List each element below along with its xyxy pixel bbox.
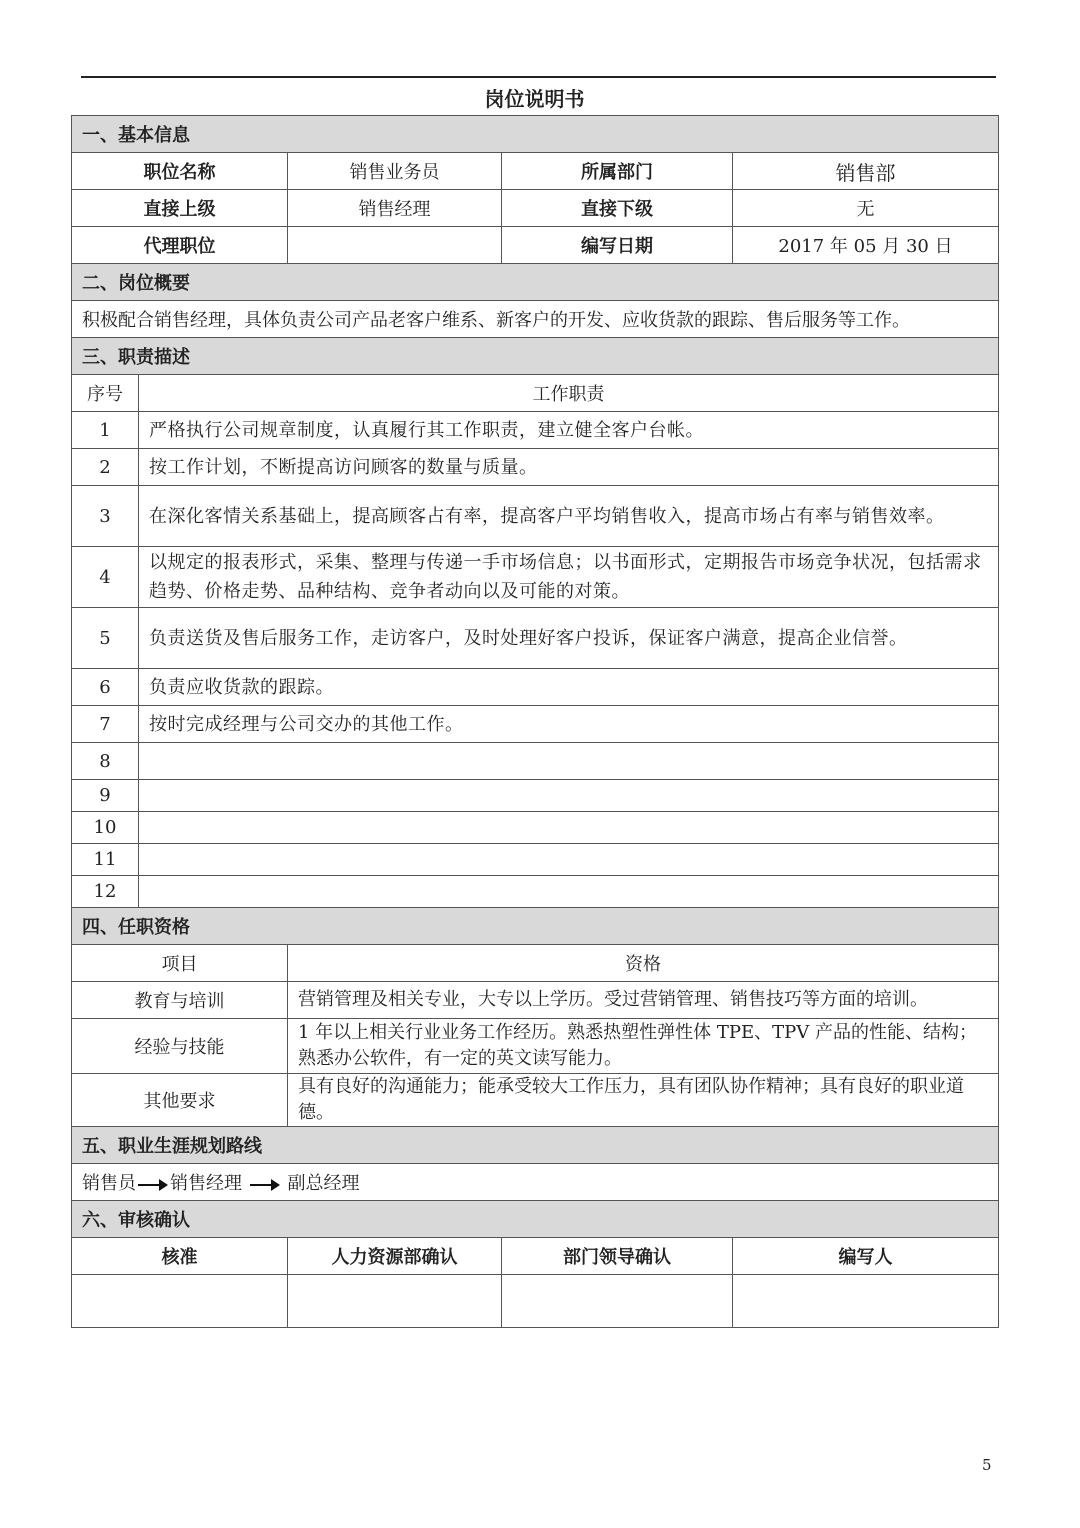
section-duties: 三、职责描述 — [72, 338, 999, 375]
duty-no: 5 — [72, 608, 139, 669]
duty-no: 10 — [72, 812, 139, 844]
value-acting-position — [288, 227, 502, 264]
career-path — [72, 1164, 999, 1201]
approval-header-writer: 编写人 — [733, 1238, 999, 1275]
duty-no: 1 — [72, 412, 139, 449]
qual-item: 其他要求 — [72, 1074, 288, 1127]
signature-cell-writer[interactable] — [733, 1275, 999, 1328]
qual-header-item: 项目 — [72, 945, 288, 982]
duty-text — [139, 876, 999, 908]
duty-text: 负责送货及售后服务工作，走访客户，及时处理好客户投诉，保证客户满意，提高企业信誉。 — [139, 608, 999, 669]
signature-cell-dept-leader[interactable] — [502, 1275, 733, 1328]
duty-row — [72, 449, 999, 486]
basic-row — [72, 153, 999, 190]
value-position-name: 销售业务员 — [288, 153, 502, 190]
value-department: 销售部 — [733, 153, 999, 190]
label-direct-subordinate: 直接下级 — [502, 190, 733, 227]
qual-header-qual: 资格 — [288, 945, 999, 982]
arrow-right-icon — [138, 1179, 168, 1189]
duty-row — [72, 812, 999, 844]
duty-row — [72, 706, 999, 743]
signature-cell-approve[interactable] — [72, 1275, 288, 1328]
duty-text — [139, 780, 999, 812]
duty-text: 以规定的报表形式，采集、整理与传递一手市场信息；以书面形式，定期报告市场竞争状况，包括需求趋势、价格走势、品种结构、竞争者动向以及可能的对策。 — [139, 547, 999, 608]
section-qualifications: 四、任职资格 — [72, 908, 999, 945]
career-step: 销售经理 — [170, 1173, 242, 1194]
duty-no: 11 — [72, 844, 139, 876]
arrow-right-icon — [250, 1179, 280, 1189]
value-written-date: 2017 年 05 月 30 日 — [733, 227, 999, 264]
approval-header-hr: 人力资源部确认 — [288, 1238, 502, 1275]
label-department: 所属部门 — [502, 153, 733, 190]
duty-row — [72, 608, 999, 669]
basic-row — [72, 227, 999, 264]
duty-row — [72, 780, 999, 812]
career-step: 销售员 — [82, 1173, 136, 1194]
overview-text: 积极配合销售经理，具体负责公司产品老客户维系、新客户的开发、应收货款的跟踪、售后服务等工作。 — [72, 301, 999, 338]
duty-text — [139, 844, 999, 876]
job-description-table — [71, 115, 999, 1328]
duty-text: 按工作计划，不断提高访问顾客的数量与质量。 — [139, 449, 999, 486]
duty-text: 在深化客情关系基础上，提高顾客占有率，提高客户平均销售收入，提高市场占有率与销售效率。 — [139, 486, 999, 547]
duty-no: 4 — [72, 547, 139, 608]
duty-no: 9 — [72, 780, 139, 812]
top-rule — [81, 76, 996, 78]
qual-text: 具有良好的沟通能力；能承受较大工作压力，具有团队协作精神；具有良好的职业道德。 — [288, 1074, 999, 1127]
qual-row — [72, 1074, 999, 1127]
duty-row — [72, 547, 999, 608]
label-direct-superior: 直接上级 — [72, 190, 288, 227]
qual-text: 1 年以上相关行业业务工作经历。熟悉热塑性弹性体 TPE、TPV 产品的性能、结构；熟悉办公软件，有一定的英文读写能力。 — [288, 1019, 999, 1074]
duty-no: 3 — [72, 486, 139, 547]
qual-row — [72, 1019, 999, 1074]
qual-item: 经验与技能 — [72, 1019, 288, 1074]
duty-text — [139, 812, 999, 844]
duties-header-duty: 工作职责 — [139, 375, 999, 412]
basic-row — [72, 190, 999, 227]
section-approval: 六、审核确认 — [72, 1201, 999, 1238]
duty-no: 12 — [72, 876, 139, 908]
duty-text — [139, 743, 999, 780]
duty-row — [72, 844, 999, 876]
section-basic-info: 一、基本信息 — [72, 116, 999, 153]
qual-item: 教育与培训 — [72, 982, 288, 1019]
approval-header-approve: 核准 — [72, 1238, 288, 1275]
duty-text: 严格执行公司规章制度，认真履行其工作职责，建立健全客户台帐。 — [139, 412, 999, 449]
duty-row — [72, 669, 999, 706]
duty-no: 2 — [72, 449, 139, 486]
duty-text: 负责应收货款的跟踪。 — [139, 669, 999, 706]
duty-row — [72, 876, 999, 908]
duty-no: 7 — [72, 706, 139, 743]
approval-header-dept-leader: 部门领导确认 — [502, 1238, 733, 1275]
duty-text: 按时完成经理与公司交办的其他工作。 — [139, 706, 999, 743]
career-step: 副总经理 — [287, 1173, 360, 1194]
value-direct-superior: 销售经理 — [288, 190, 502, 227]
duty-row — [72, 486, 999, 547]
signature-cell-hr[interactable] — [288, 1275, 502, 1328]
duty-row — [72, 743, 999, 780]
label-position-name: 职位名称 — [72, 153, 288, 190]
section-overview: 二、岗位概要 — [72, 264, 999, 301]
page-number: 5 — [982, 1456, 992, 1474]
duties-header-no: 序号 — [72, 375, 139, 412]
section-career-path: 五、职业生涯规划路线 — [72, 1127, 999, 1164]
duty-no: 8 — [72, 743, 139, 780]
qual-row — [72, 982, 999, 1019]
label-written-date: 编写日期 — [502, 227, 733, 264]
label-acting-position: 代理职位 — [72, 227, 288, 264]
duty-row — [72, 412, 999, 449]
qual-text: 营销管理及相关专业，大专以上学历。受过营销管理、销售技巧等方面的培训。 — [288, 982, 999, 1019]
value-direct-subordinate: 无 — [733, 190, 999, 227]
document-title: 岗位说明书 — [484, 87, 585, 111]
duty-no: 6 — [72, 669, 139, 706]
